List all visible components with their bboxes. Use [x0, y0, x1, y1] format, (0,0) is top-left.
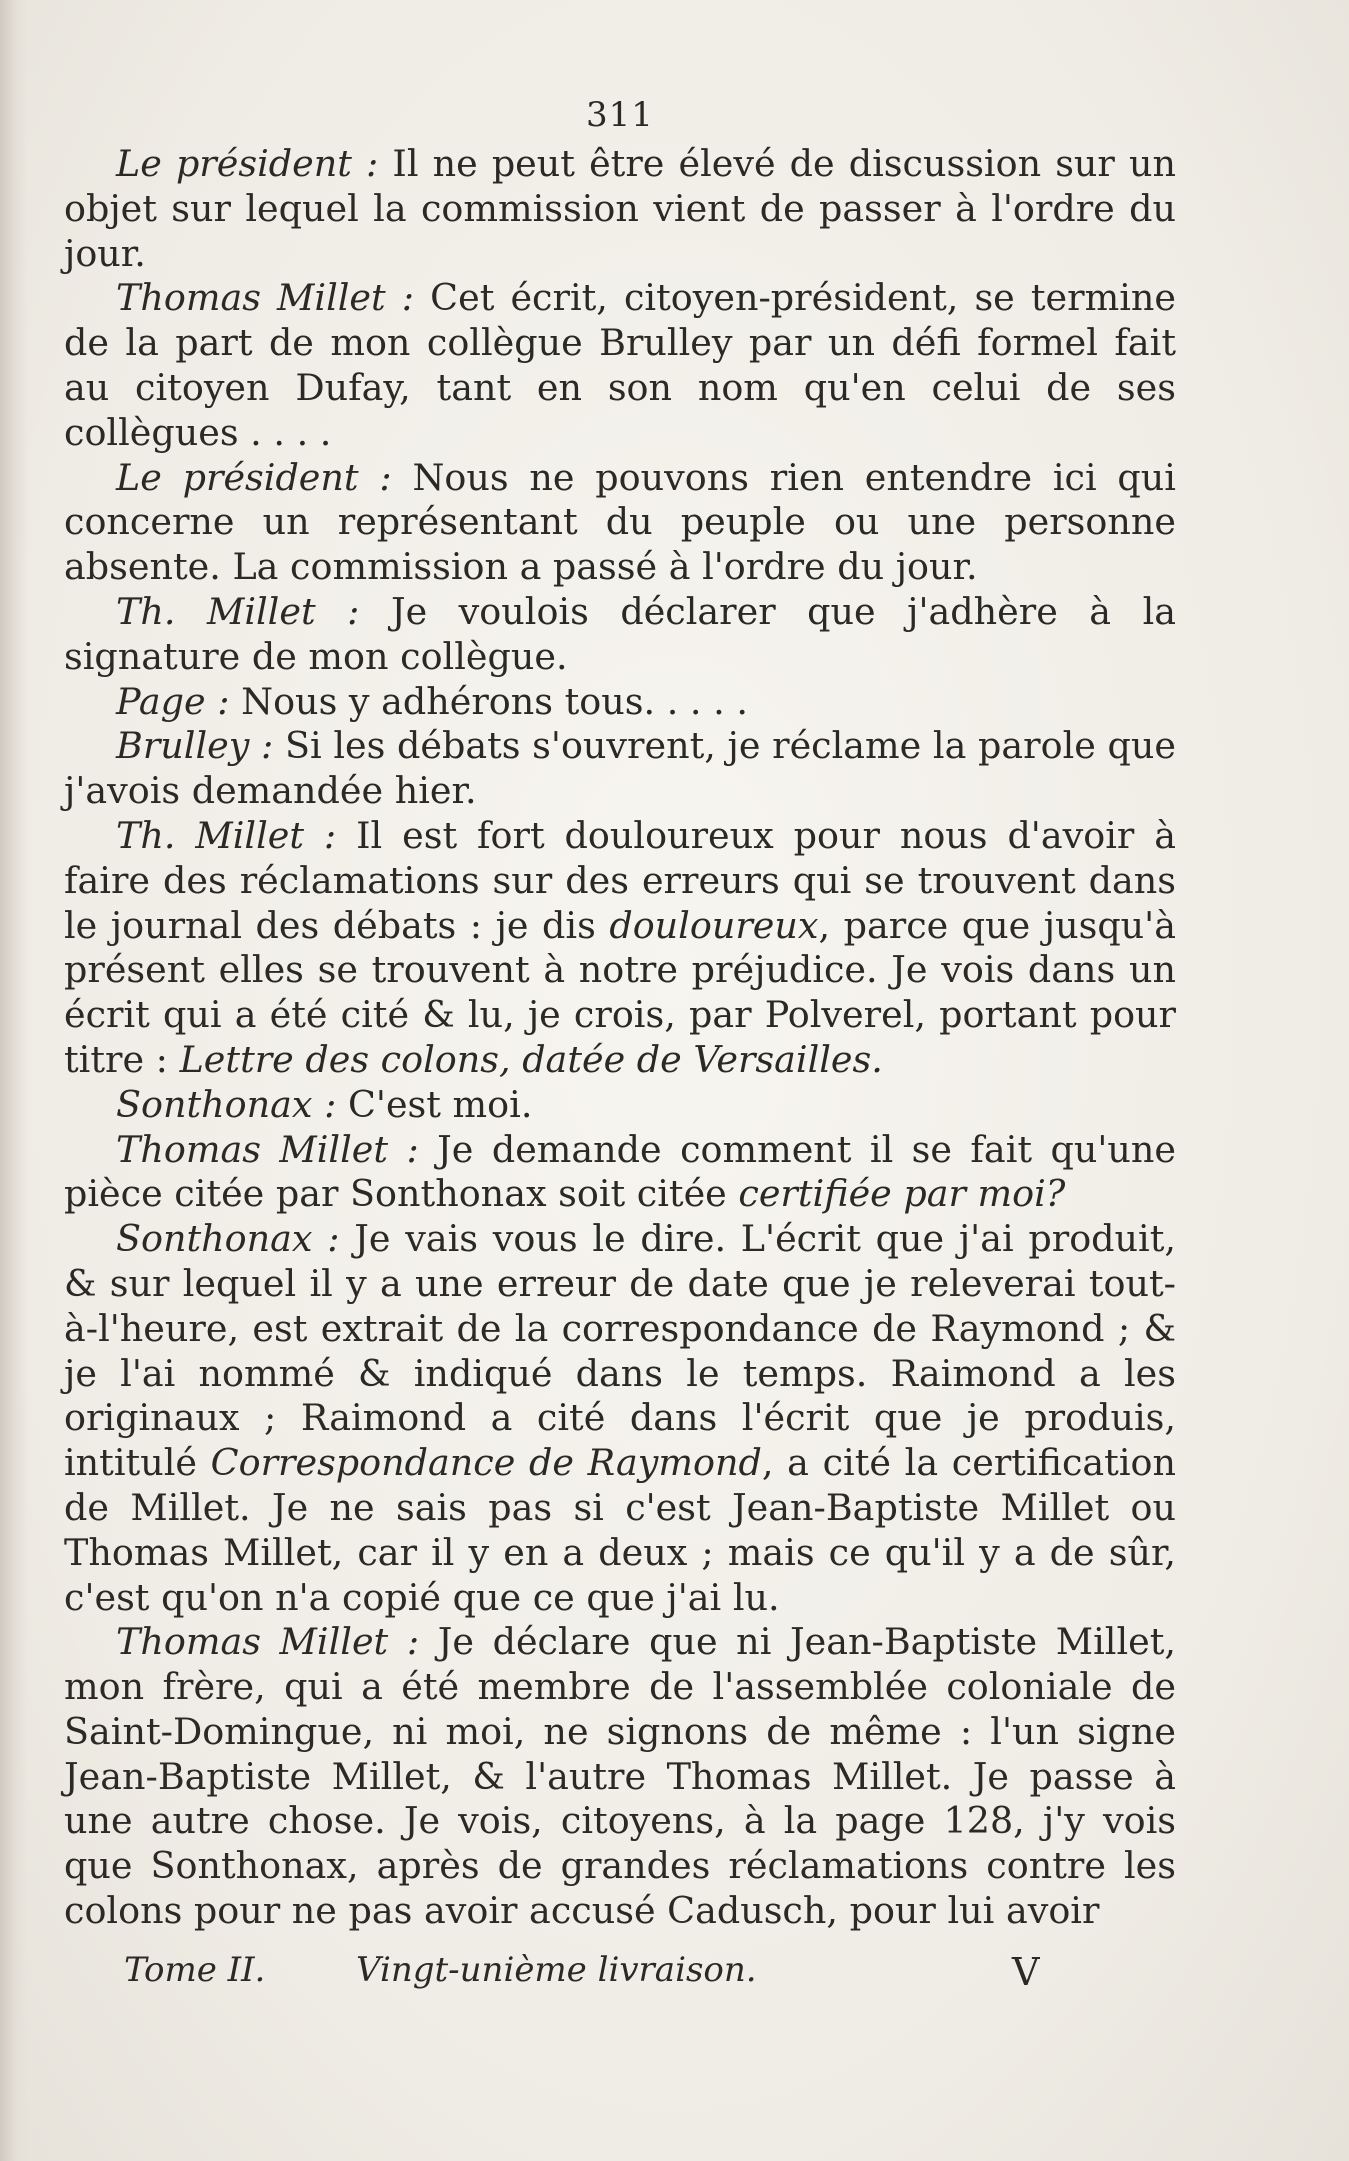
speaker-name: Th. Millet : — [116, 589, 360, 633]
paragraph-6 — [64, 724, 1176, 814]
speech-text: Je demande comment il se fait qu'une pièce citée par Sonthonax soit citée — [64, 1127, 1176, 1216]
paragraph-4 — [64, 590, 1176, 680]
page-footer — [124, 1950, 1184, 2000]
speech-text: , parce que jusqu'à présent elles se trouvent à notre préjudice. Je vois dans un écrit qui a été cité & lu, je crois, par Polverel, portant pour titre : — [64, 903, 1176, 1081]
speech-text: , a cité la certification de Millet. Je ne sais pas si c'est Jean-Baptiste Millet ou Thomas Millet, car il y en a deux ; mais ce qu'il y a de sûr, c'est qu'on n'a copié que ce que j'ai lu. — [64, 1441, 1177, 1619]
speaker-name: Thomas Millet : — [116, 1127, 419, 1171]
speaker-name: Brulley : — [116, 724, 274, 768]
speaker-name: Th. Millet : — [116, 813, 337, 857]
paragraph-9 — [64, 1128, 1176, 1218]
speech-text: Je vais vous le dire. L'écrit que j'ai produit, & sur lequel il y a une erreur de date que je releverai tout-à-l'heure, est extrait de la correspondance de Raymond ; & je l'ai nommé & indiqué dans le temps. Raimond a les originaux ; Raimond a cité dans l'écrit que je produis, intitulé — [64, 1217, 1176, 1485]
speech-text: Je voulois déclarer que j'adhère à la signature de mon collègue. — [64, 589, 1177, 678]
paragraph-3 — [64, 456, 1176, 590]
footer-signature-mark: V — [1012, 1950, 1040, 1994]
page-text-block — [64, 92, 1176, 1934]
paragraph-2 — [64, 276, 1176, 455]
page-gutter-shadow — [0, 0, 28, 2161]
speaker-name: Thomas Millet : — [116, 276, 415, 320]
emphasis-text: Lettre des colons, datée de Versailles. — [179, 1037, 883, 1081]
speech-text: Si les débats s'ouvrent, je réclame la parole que j'avois demandée hier. — [64, 724, 1177, 813]
paragraph-8 — [64, 1083, 1176, 1128]
footer-issue: Vingt-unième livraison. — [356, 1950, 757, 1990]
speaker-name: Thomas Millet : — [116, 1620, 420, 1664]
paragraph-11 — [64, 1620, 1176, 1934]
emphasis-text: Correspondance de Raymond — [210, 1441, 762, 1485]
speech-text: Cet écrit, citoyen-président, se termine de la part de mon collègue Brulley par un défi formel fait au citoyen Dufay, tant en son nom qu'en celui de ses collègues . . . . — [64, 276, 1176, 454]
paragraph-7 — [64, 814, 1176, 1083]
speech-text: Il ne peut être élevé de discussion sur un objet sur lequel la commission vient de passer à l'ordre du jour. — [64, 142, 1176, 275]
page-number: 311 — [586, 95, 654, 135]
emphasis-text: certifiée par moi? — [738, 1172, 1066, 1216]
speech-text: Nous y adhérons tous. . . . . — [229, 679, 748, 723]
speaker-name: Le président : — [116, 142, 379, 185]
speech-text: Je déclare que ni Jean-Baptiste Millet, mon frère, qui a été membre de l'assemblée coloniale de Saint-Domingue, ni moi, ne signons de même : l'un signe Jean-Baptiste Millet, & l'autre Thomas Millet. Je passe à une autre chose. Je vois, citoyens, à la page 128, j'y vois que Sonthonax, après de grandes réclamations contre les colons pour ne pas avoir accusé Cadusch, pour lui avoir — [64, 1620, 1176, 1933]
speaker-name: Le président : — [116, 455, 392, 499]
speech-text: Nous ne pouvons rien entendre ici qui concerne un représentant du peuple ou une personne absente. La commission a passé à l'ordre du jour. — [64, 455, 1176, 589]
emphasis-text: douloureux — [609, 903, 819, 947]
speaker-name: Sonthonax : — [116, 1217, 340, 1261]
paragraph-1 — [64, 142, 1176, 276]
paragraph-5 — [64, 680, 1176, 725]
speaker-name: Page : — [116, 679, 230, 723]
speech-text: Il est fort douloureux pour nous d'avoir à faire des réclamations sur des erreurs qui se trouvent dans le journal des débats : je dis — [64, 813, 1176, 947]
footer-volume: Tome II. — [124, 1950, 266, 1990]
paragraph-10 — [64, 1217, 1176, 1620]
speaker-name: Sonthonax : — [116, 1082, 337, 1126]
speech-text: C'est moi. — [336, 1082, 533, 1126]
